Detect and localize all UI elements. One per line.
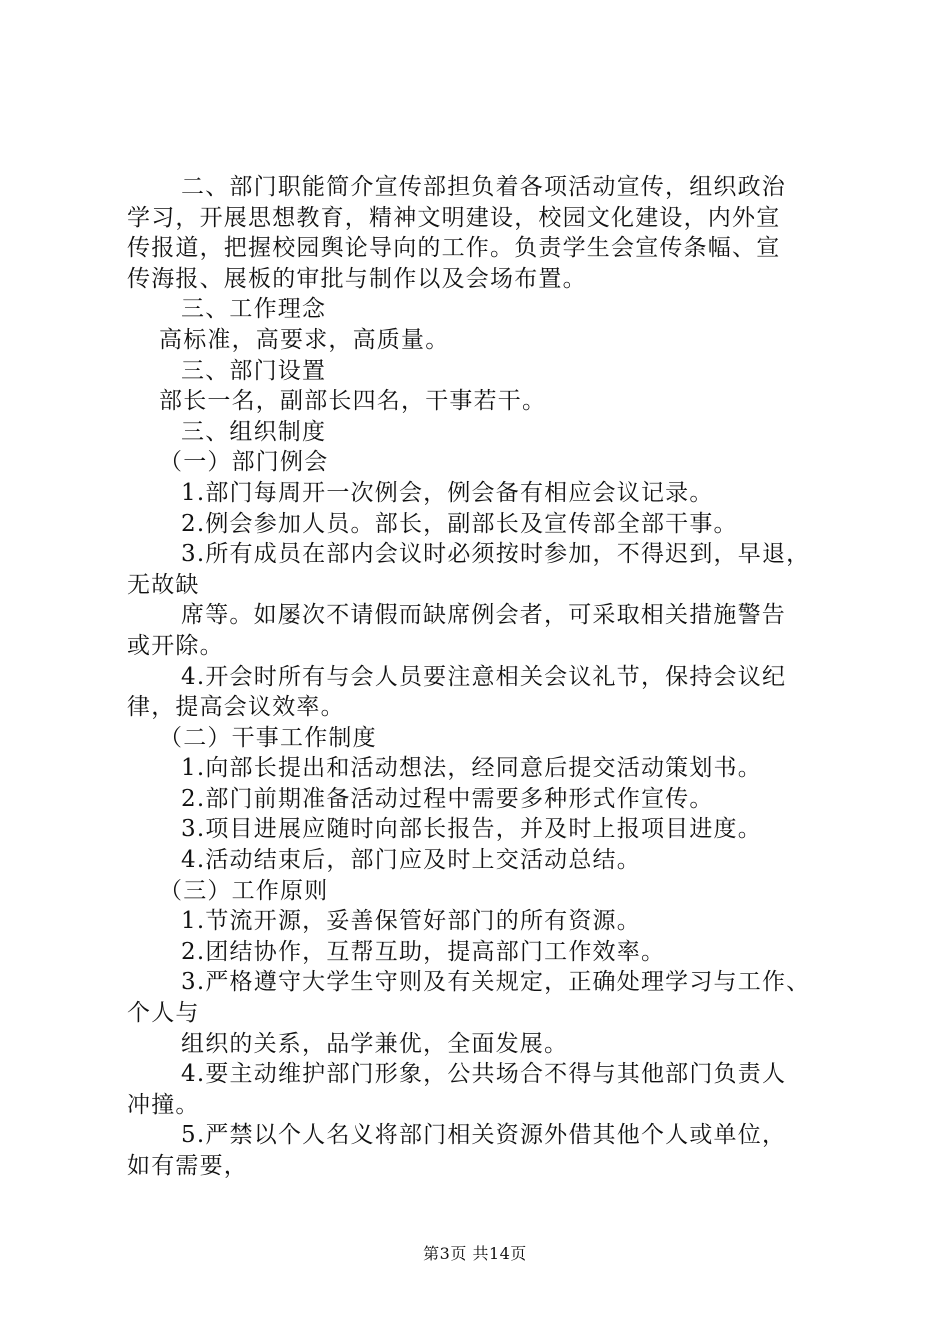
section-heading: 三、组织制度 [181, 418, 327, 445]
list-item: 3.所有成员在部内会议时必须按时参加，不得迟到，早退， [181, 541, 811, 568]
paragraph-line: 学习，开展思想教育，精神文明建设，校园文化建设，内外宣 [127, 204, 781, 231]
list-item: 4.要主动维护部门形象，公共场合不得与其他部门负责人 [181, 1061, 787, 1088]
paragraph-line: 高标准，高要求，高质量。 [159, 326, 450, 353]
list-item: 2.部门前期准备活动过程中需要多种形式作宣传。 [181, 785, 714, 812]
paragraph-line: 二、部门职能简介宣传部担负着各项活动宣传，组织政治 [181, 174, 786, 200]
subsection-heading: （二）干事工作制度 [159, 724, 377, 751]
list-item: 1.向部长提出和活动想法，经同意后提交活动策划书。 [181, 755, 762, 782]
page-number: 第3页 共14页 [423, 1244, 527, 1263]
section-heading: 三、部门设置 [181, 357, 327, 384]
paragraph-line: 或开除。 [127, 632, 224, 659]
paragraph-line: 部长一名，副部长四名，干事若干。 [159, 388, 547, 415]
paragraph-line: 个人与 [127, 1000, 200, 1027]
subsection-heading: （一）部门例会 [159, 449, 329, 476]
paragraph-line: 无故缺 [127, 571, 200, 598]
list-item: 4.活动结束后，部门应及时上交活动总结。 [181, 847, 641, 874]
list-item: 2.团结协作，互帮互助，提高部门工作效率。 [181, 938, 666, 965]
page-footer [0, 1244, 950, 1264]
list-item: 5.严禁以个人名义将部门相关资源外借其他个人或单位， [181, 1122, 787, 1149]
list-item: 3.严格遵守大学生守则及有关规定，正确处理学习与工作、 [181, 969, 811, 996]
paragraph-line: 传海报、展板的审批与制作以及会场布置。 [127, 265, 587, 292]
paragraph-line: 传报道，把握校园舆论导向的工作。负责学生会宣传条幅、宣 [127, 235, 781, 262]
list-item: 1.节流开源，妥善保管好部门的所有资源。 [181, 908, 641, 935]
paragraph-line: 冲撞。 [127, 1091, 200, 1118]
document-body [127, 172, 847, 1182]
paragraph-line: 如有需要， [127, 1153, 248, 1179]
list-item: 3.项目进展应随时向部长报告，并及时上报项目进度。 [181, 816, 762, 843]
list-item: 2.例会参加人员。部长，副部长及宣传部全部干事。 [181, 510, 738, 537]
subsection-heading: （三）工作原则 [159, 877, 329, 904]
list-item: 1.部门每周开一次例会，例会备有相应会议记录。 [181, 479, 714, 506]
paragraph-line: 组织的关系，品学兼优，全面发展。 [181, 1030, 569, 1057]
paragraph-line: 席等。如屡次不请假而缺席例会者，可采取相关措施警告 [181, 602, 786, 629]
section-heading: 三、工作理念 [181, 296, 327, 323]
list-item: 4.开会时所有与会人员要注意相关会议礼节，保持会议纪 [181, 663, 787, 690]
paragraph-line: 律，提高会议效率。 [127, 694, 345, 721]
